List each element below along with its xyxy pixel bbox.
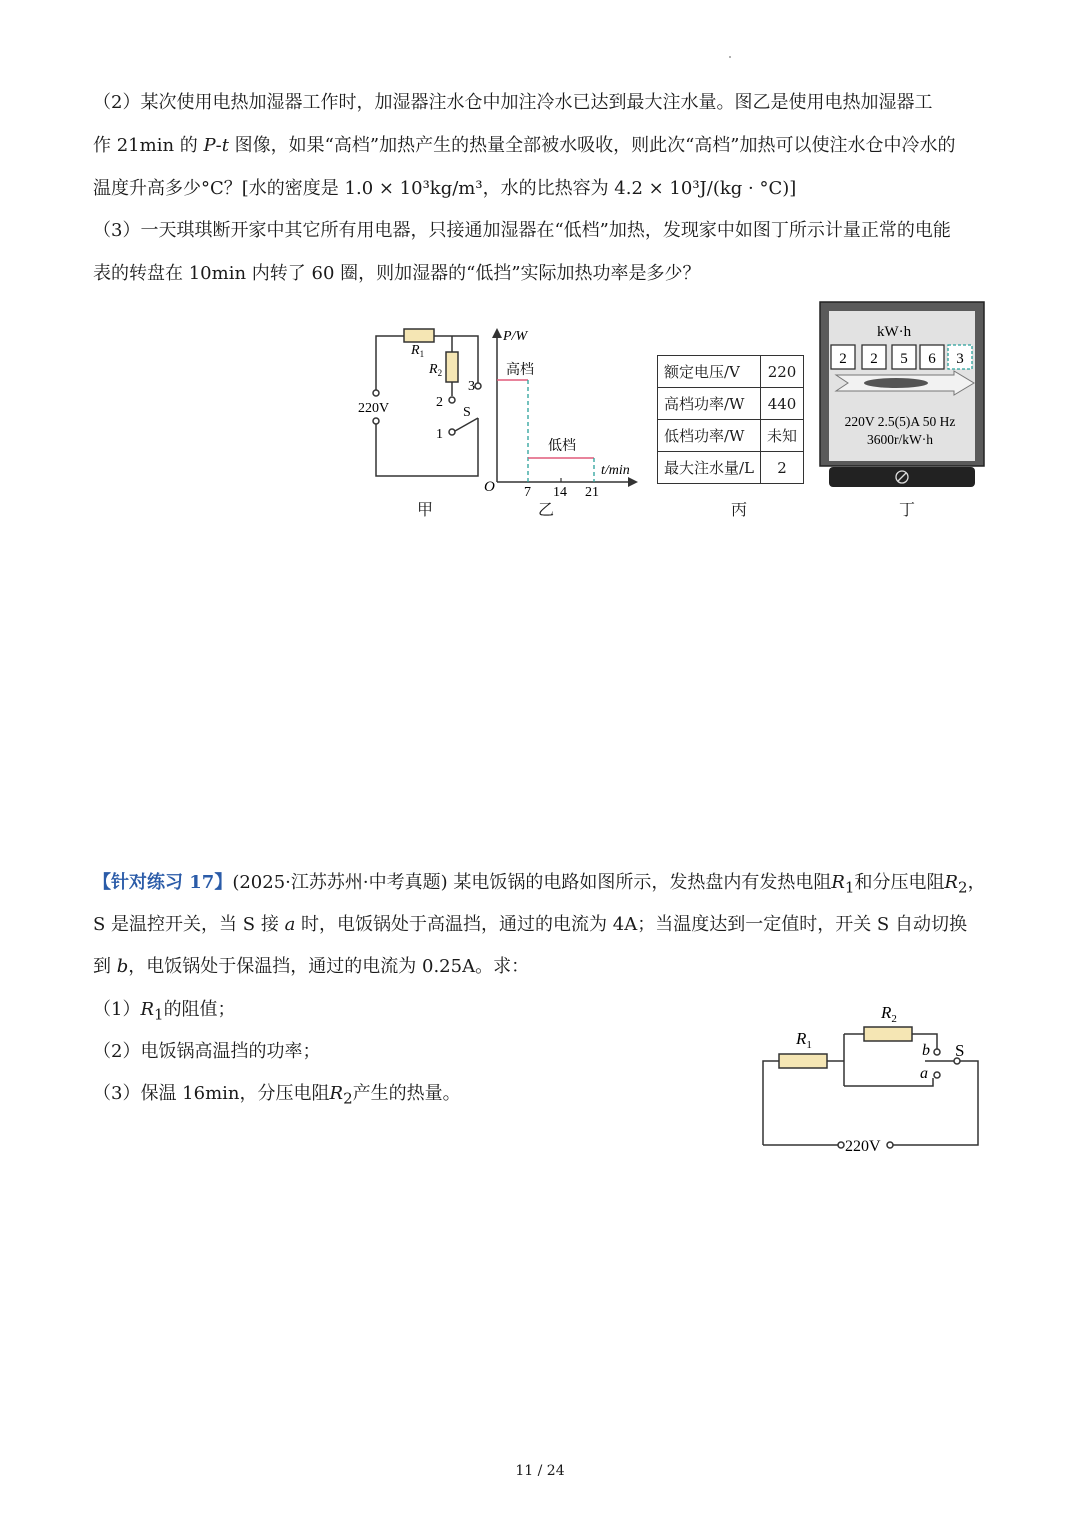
- practice17-sub2: （2）电饭锅高温挡的功率；: [93, 1041, 321, 1062]
- low-label: 低档: [548, 439, 576, 454]
- meter-unit: kW·h: [877, 324, 912, 340]
- practice17-tag: 【针对练习 17】: [93, 872, 233, 893]
- label-r2: $R_2$: [429, 362, 443, 378]
- x-axis-label: t/min: [601, 463, 630, 478]
- meter-digit-2: 2: [870, 351, 878, 367]
- caption-yi: 乙: [538, 500, 555, 519]
- resistor-r1-17: [779, 1054, 827, 1068]
- table-key: 额定电压/V: [658, 356, 761, 388]
- meter-disk: [864, 378, 928, 388]
- practice17-sub1: $(1)R_1$的阻值；: [93, 999, 236, 1024]
- meter-digit-1: 2: [839, 351, 847, 367]
- practice17-line2: S 是温控开关，当 S 接 a 时，电饭锅处于高温挡，通过的电流为 4A；当温度达到一定值时，开关 S 自动切换: [93, 914, 967, 935]
- meter-digit-4: 6: [928, 351, 936, 367]
- spec-table: [657, 355, 804, 484]
- table-row: [658, 420, 804, 452]
- caption-bing: 丙: [731, 500, 748, 519]
- meter-digit-5: 3: [956, 351, 964, 367]
- page-number: 11 / 24: [515, 1463, 565, 1479]
- table-key: 低档功率/W: [658, 420, 761, 452]
- practice17-line1: 【针对练习 17】(2025·江苏苏州·中考真题) 某电饭锅的电路如图所示，发热盘内有发热电阻$R_1$和分压电阻$R_2$，: [93, 872, 986, 897]
- origin-label: O: [484, 479, 495, 495]
- table-value: 440: [761, 388, 804, 420]
- terminal-1: [449, 429, 455, 435]
- high-label: 高档: [506, 363, 534, 378]
- resistor-r2-17: [864, 1027, 912, 1041]
- label-220v-17: 220V: [845, 1138, 881, 1155]
- label-terminal-3: 3: [468, 379, 475, 394]
- table-row: [658, 388, 804, 420]
- table-key: 高档功率/W: [658, 388, 761, 420]
- terminal-b-17: [934, 1049, 940, 1055]
- table-value: 未知: [761, 420, 804, 452]
- q3-line1: （3）一天琪琪断开家中其它所有用电器，只接通加湿器在“低档”加热，发现家中如图丁所示计量正常的电能: [93, 220, 951, 241]
- q2-line3: 温度升高多少°C？[水的密度是 1.0 × 10³kg/m³，水的比热容为 4.2 × 10³J/(kg · °C)]: [93, 178, 797, 199]
- q2-line1: （2）某次使用电热加湿器工作时，加湿器注水仓中加注冷水已达到最大注水量。图乙是使用电热加湿器工: [93, 92, 933, 113]
- label-a-17: a: [920, 1065, 928, 1082]
- circuit-jia: [373, 329, 481, 476]
- y-axis-label: P/W: [503, 329, 528, 344]
- label-r1: $R_1$: [411, 343, 425, 359]
- resistor-r2: [446, 352, 458, 382]
- meter-digit-3: 5: [900, 351, 908, 367]
- table-key: 最大注水量/L: [658, 452, 761, 484]
- q3-line2: 表的转盘在 10min 内转了 60 圈，则加湿器的“低挡”实际加热功率是多少？: [93, 263, 701, 284]
- meter-spec-1: 220V 2.5(5)A 50 Hz: [844, 414, 956, 429]
- resistor-r1: [404, 329, 434, 342]
- table-row: [658, 452, 804, 484]
- table-value: 2: [761, 452, 804, 484]
- terminal-2: [449, 397, 455, 403]
- label-r2-17: $R_2$: [881, 1003, 897, 1025]
- label-220v-jia: 220V: [358, 401, 390, 416]
- caption-ding: 丁: [899, 500, 916, 519]
- tick-label-21: 21: [585, 485, 599, 500]
- label-terminal-2: 2: [436, 395, 443, 410]
- y-axis-arrow: [492, 328, 502, 338]
- label-s-17: S: [955, 1041, 965, 1060]
- label-terminal-1: 1: [436, 427, 443, 442]
- label-switch-s: S: [463, 405, 471, 420]
- caption-jia: 甲: [417, 500, 434, 519]
- terminal-a-17: [934, 1072, 940, 1078]
- tick-label-14: 14: [553, 485, 567, 500]
- table-row: [658, 356, 804, 388]
- q2-line2: 作 21min 的 P-t 图像，如果“高档”加热产生的热量全部被水吸收，则此次“高档”加热可以使注水仓中冷水的: [93, 135, 956, 156]
- x-axis-arrow: [628, 477, 638, 487]
- practice17-sub3: （3）保温 16min，分压电阻$R_2$产生的热量。: [93, 1083, 461, 1108]
- label-b-17: b: [922, 1042, 930, 1059]
- tick-label-7: 7: [524, 485, 531, 500]
- table-value: 220: [761, 356, 804, 388]
- label-r1-17: $R_1$: [796, 1029, 812, 1051]
- meter-spec-2: 3600r/kW·h: [867, 432, 933, 447]
- terminal-3: [475, 383, 481, 389]
- practice17-line3: 到 b，电饭锅处于保温挡，通过的电流为 0.25A。求：: [93, 956, 530, 977]
